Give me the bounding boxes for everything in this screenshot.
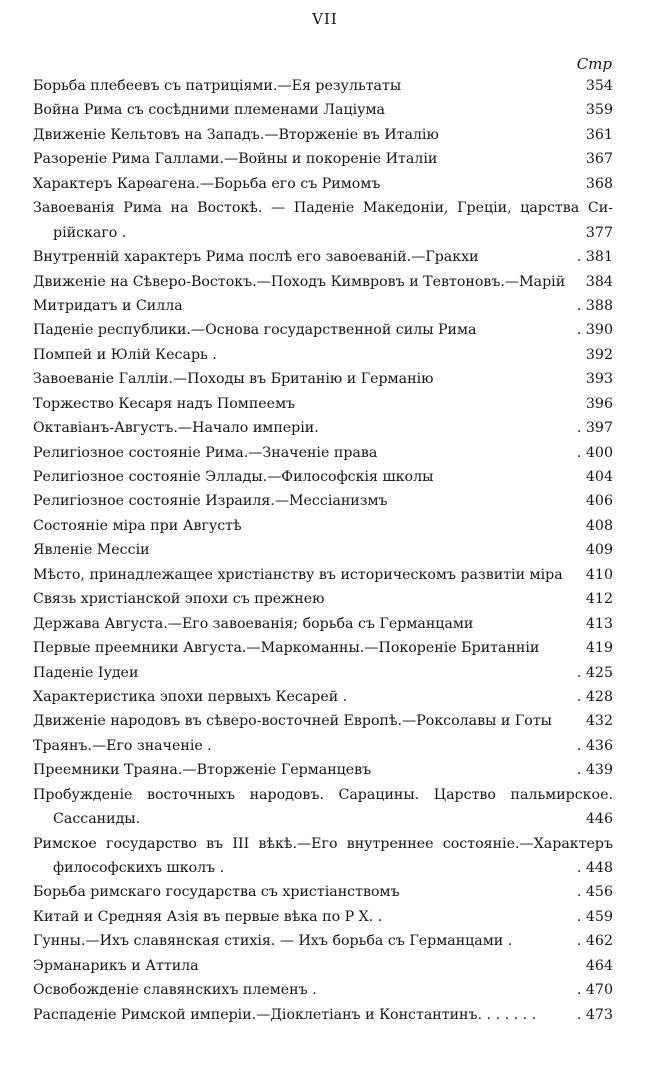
toc-entry	[33, 929, 613, 953]
toc-entry-title: Характеристика эпохи первыхъ Кесарей .	[33, 688, 348, 705]
toc-entry	[33, 416, 613, 440]
toc-entry	[33, 392, 613, 416]
toc-entry-title: Завоеванія Рима на Востокѣ. — Паденіе Македоніи, Греціи, царства Си-	[33, 200, 613, 217]
toc-entry-page: 359	[585, 102, 613, 119]
toc-entry-title: философскихъ школъ .	[53, 860, 225, 876]
toc-entry-title: Война Рима съ сосѣдними племенами Лаціума	[33, 102, 385, 119]
toc-entry-page: 410	[585, 566, 613, 583]
toc-entry	[33, 221, 613, 245]
toc-entry	[33, 367, 613, 391]
toc-entry-page: 406	[585, 493, 613, 510]
page-folio: VII	[312, 10, 338, 28]
toc-entry-page: 361	[585, 126, 613, 143]
toc-entry	[33, 709, 613, 733]
toc-entry-title: Китай и Средняя Азія въ первые вѣка по Р Х. .	[33, 908, 383, 925]
toc-entry-title: Торжество Кесаря надъ Помпеемъ	[33, 395, 296, 412]
toc-entry-page: . 439	[576, 762, 613, 779]
toc-entry-title: Религіозное состояніе Израиля.—Мессіанизмъ	[33, 493, 388, 510]
toc-entry-page: 432	[585, 713, 613, 730]
page-column-header: Стр	[576, 55, 612, 73]
toc-entry-title: Паденіе Іудеи	[33, 664, 139, 681]
toc-entry-title: Распаденіе Римской имперіи.—Діоклетіанъ и Константинъ. . . . . . .	[33, 1006, 537, 1023]
toc-entry-page: . 397	[576, 420, 613, 437]
toc-entry-page: 464	[585, 957, 613, 974]
toc-entry	[33, 1003, 613, 1027]
toc-entry-title: Явленіе Мессіи	[33, 542, 150, 559]
toc-entry-page: . 388	[576, 297, 613, 314]
toc-entry	[33, 587, 613, 611]
toc-entry-page: 392	[585, 346, 613, 363]
toc-entry-page: 367	[585, 151, 613, 168]
toc-entry-title: Завоеваніе Галліи.—Походы въ Британію и Германію	[33, 371, 434, 388]
toc-entry-page: . 456	[576, 884, 613, 901]
toc-entry	[33, 147, 613, 171]
toc-entry	[33, 123, 613, 147]
toc-entry	[33, 685, 613, 709]
toc-entry-title: Разореніе Рима Галлами.—Войны и покореніе Италіи	[33, 151, 438, 168]
toc-entry	[33, 489, 613, 513]
toc-entry-title: Гунны.—Ихъ славянская стихія. — Ихъ борьба съ Германцами .	[33, 933, 513, 950]
toc-entry-title: Борьба плебеевъ съ патриціями.—Ея результаты	[33, 78, 402, 94]
table-of-contents	[33, 74, 613, 1027]
toc-entry-title: Религіозное состояніе Эллады.—Философскія школы	[33, 469, 434, 485]
toc-entry	[33, 954, 613, 978]
toc-entry-title: Движеніе народовъ въ сѣверо-восточней Европѣ.—Роксолавы и Готы	[33, 713, 552, 730]
toc-entry-title: Сассаниды.	[53, 811, 141, 828]
toc-entry	[33, 245, 613, 269]
toc-entry	[33, 905, 613, 929]
toc-entry	[33, 538, 613, 562]
toc-entry-title: Пробужденіе восточныхъ народовъ. Сарацины. Царство пальмирское.	[33, 786, 613, 803]
toc-entry-title: Октавіанъ-Августъ.—Начало имперіи.	[33, 420, 319, 437]
toc-entry-page: . 381	[576, 249, 613, 266]
toc-entry-title: Преемники Траяна.—Вторженіе Германцевъ	[33, 762, 372, 779]
toc-entry-page: . 436	[576, 737, 613, 754]
toc-entry-title: Освобожденіе славянскихъ племенъ .	[33, 982, 317, 999]
toc-entry	[33, 196, 613, 220]
toc-entry-page: . 473	[576, 1006, 613, 1023]
toc-entry-title: рійскаго .	[53, 224, 127, 241]
toc-entry-title: Первые преемники Августа.—Маркоманны.—Покореніе Британніи	[33, 640, 540, 657]
toc-entry-page: . 400	[576, 444, 613, 461]
toc-entry-title: Движеніе Кельтовъ на Западъ.—Вторженіе въ Италію	[33, 126, 439, 143]
toc-entry	[33, 465, 613, 489]
toc-entry	[33, 74, 613, 98]
toc-entry-page: . 390	[576, 322, 613, 339]
toc-entry-title: Внутренній характеръ Рима послѣ его завоеваній.—Гракхи	[33, 249, 479, 266]
toc-entry	[33, 758, 613, 782]
toc-entry-page: 396	[585, 395, 613, 412]
toc-entry-title: Держава Августа.—Его завоеванія; борьба съ Германцами	[33, 615, 474, 632]
toc-entry	[33, 978, 613, 1002]
toc-entry-title: Митридатъ и Силла	[33, 297, 183, 314]
toc-entry	[33, 343, 613, 367]
toc-entry-page: 446	[585, 811, 613, 828]
toc-entry	[33, 172, 613, 196]
toc-entry-page: . 470	[576, 982, 613, 999]
toc-entry-title: Эрманарикъ и Аттила	[33, 957, 199, 974]
toc-entry-page: 419	[585, 640, 613, 657]
toc-entry-page: 413	[585, 615, 613, 632]
toc-entry-title: Связь христіанской эпохи съ прежнею	[33, 591, 325, 608]
toc-entry-page: 408	[585, 517, 613, 534]
toc-entry-page: 393	[585, 371, 613, 388]
toc-entry-title: Помпей и Юлій Кесарь .	[33, 346, 217, 363]
toc-entry-page: . 459	[576, 908, 613, 925]
toc-entry-page: 368	[585, 175, 613, 192]
toc-entry	[33, 636, 613, 660]
toc-entry-title: Мѣсто, принадлежащее христіанству въ историческомъ развитіи міра	[33, 566, 563, 583]
toc-entry-page: . 428	[576, 688, 613, 705]
toc-entry-title: Паденіе республики.—Основа государственной силы Рима	[33, 322, 477, 339]
toc-entry	[33, 98, 613, 122]
toc-entry	[33, 612, 613, 636]
toc-entry-page: 409	[585, 542, 613, 559]
toc-entry-page: 354	[585, 78, 613, 94]
toc-entry	[33, 270, 613, 294]
toc-entry	[33, 880, 613, 904]
toc-entry-title: Движеніе на Сѣверо-Востокъ.—Походъ Кимвровъ и Тевтоновъ.—Марій	[33, 273, 566, 290]
toc-entry-title: Траянъ.—Его значеніе .	[33, 737, 212, 754]
toc-entry	[33, 318, 613, 342]
toc-entry	[33, 441, 613, 465]
toc-entry	[33, 807, 613, 831]
toc-entry-page: 384	[585, 273, 613, 290]
toc-entry-page: 377	[585, 224, 613, 241]
toc-entry	[33, 734, 613, 758]
toc-entry-title: Состояніе міра при Августѣ	[33, 517, 242, 534]
toc-entry	[33, 563, 613, 587]
toc-entry-title: Религіозное состояніе Рима.—Значеніе права	[33, 444, 378, 461]
toc-entry-title: Римское государство въ III вѣкѣ.—Его внутреннее состояніе.—Характеръ	[33, 835, 613, 852]
toc-entry	[33, 514, 613, 538]
toc-entry-title: Борьба римскаго государства съ христіанствомъ	[33, 884, 400, 901]
toc-entry	[33, 856, 613, 880]
toc-entry	[33, 661, 613, 685]
toc-entry	[33, 832, 613, 856]
toc-entry-page: 404	[585, 469, 613, 485]
toc-entry	[33, 783, 613, 807]
toc-entry-page: . 425	[576, 664, 613, 681]
toc-entry-title: Характеръ Карѳагена.—Борьба его съ Римомъ	[33, 175, 381, 192]
toc-entry-page: 412	[585, 591, 613, 608]
toc-entry-page: . 448	[576, 860, 613, 876]
toc-entry	[33, 294, 613, 318]
toc-entry-page: . 462	[576, 933, 613, 950]
